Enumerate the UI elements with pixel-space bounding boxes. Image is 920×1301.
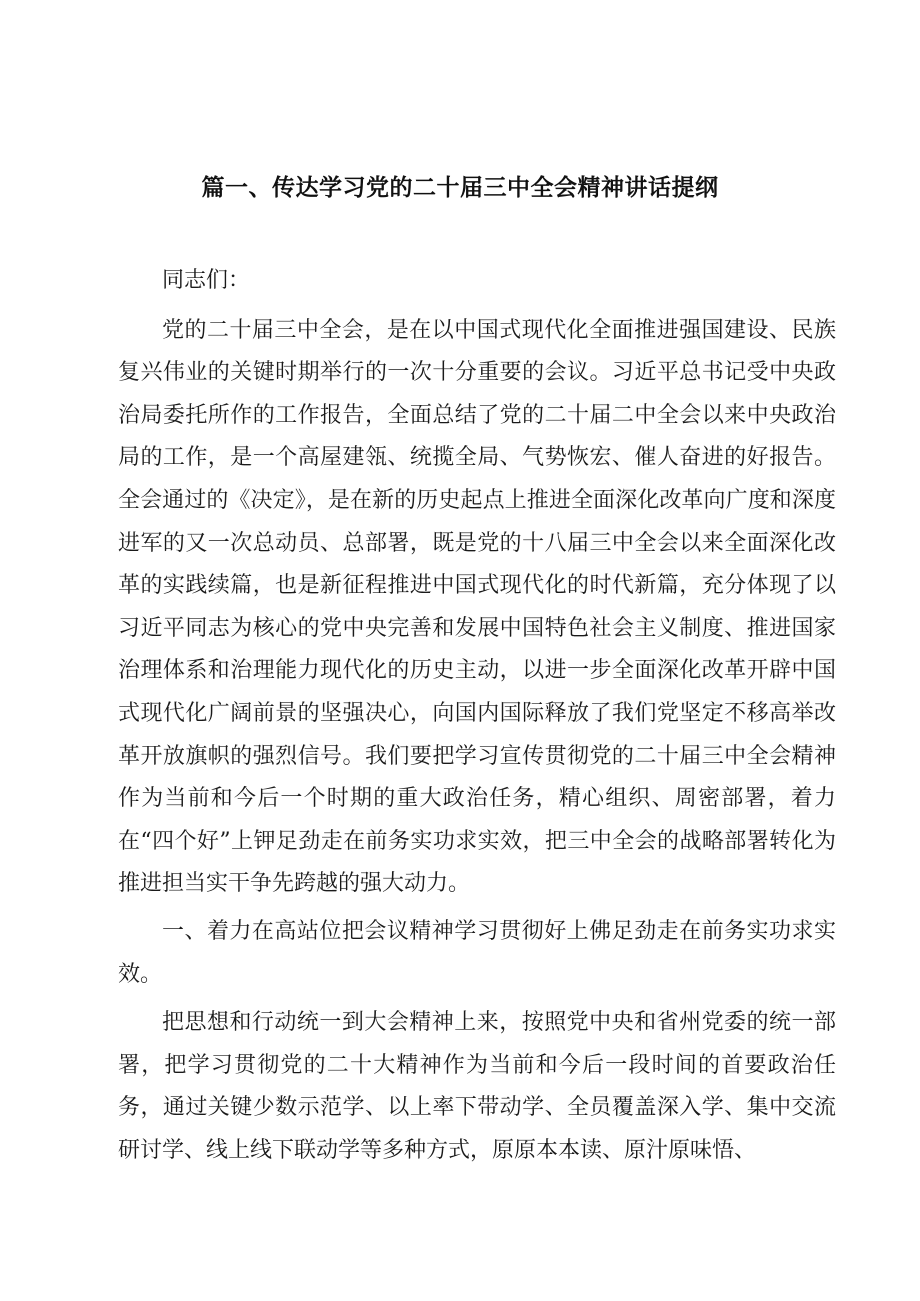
intro-paragraph: 党的二十届三中全会，是在以中国式现代化全面推进强国建设、民族复兴伟业的关键时期举行的一次十分重要的会议。习近平总书记受中央政治局委托所作的工作报告，全面总结了党的二十届二中全会以来中央政治局的工作，是一个高屋建瓴、统揽全局、气势恢宏、催人奋进的好报告。全会通过的《决定》，是在新的历史起点上推进全面深化改革向广度和深度进军的又一次总动员、总部署，既是党的十八届三中全会以来全面深化改革的实践续篇，也是新征程推进中国式现代化的时代新篇，充分体现了以习近平同志为核心的党中央完善和发展中国特色社会主义制度、推进国家治理体系和治理能力现代化的历史主动，以进一步全面深化改革开辟中国式现代化广阔前景的坚强决心，向国内国际释放了我们党坚定不移高举改革开放旗帜的强烈信号。我们要把学习宣传贯彻党的二十届三中全会精神作为当前和今后一个时期的重大政治任务，精心组织、周密部署，着力在“四个好”上钾足劲走在前务实功求实效，把三中全会的战略部署转化为推进担当实干争先跨越的强大动力。 <box>118 317 836 897</box>
salutation: 同志们： <box>162 268 251 293</box>
document-title: 篇一、传达学习党的二十届三中全会精神讲话提纲 <box>201 175 719 201</box>
section-heading: 一、着力在高站位把会议精神学习贯彻好上佛足劲走在前务实功求实效。 <box>118 918 836 987</box>
document-body <box>118 260 836 1172</box>
section-paragraph: 把思想和行动统一到大会精神上来，按照党中央和省州党委的统一部署，把学习贯彻党的二十大精神作为当前和今后一段时间的首要政治任务，通过关键少数示范学、以上率下带动学、全员覆盖深入学、集中交流研讨学、线上线下联动学等多种方式，原原本本读、原汁原味悟、 <box>118 1010 836 1163</box>
